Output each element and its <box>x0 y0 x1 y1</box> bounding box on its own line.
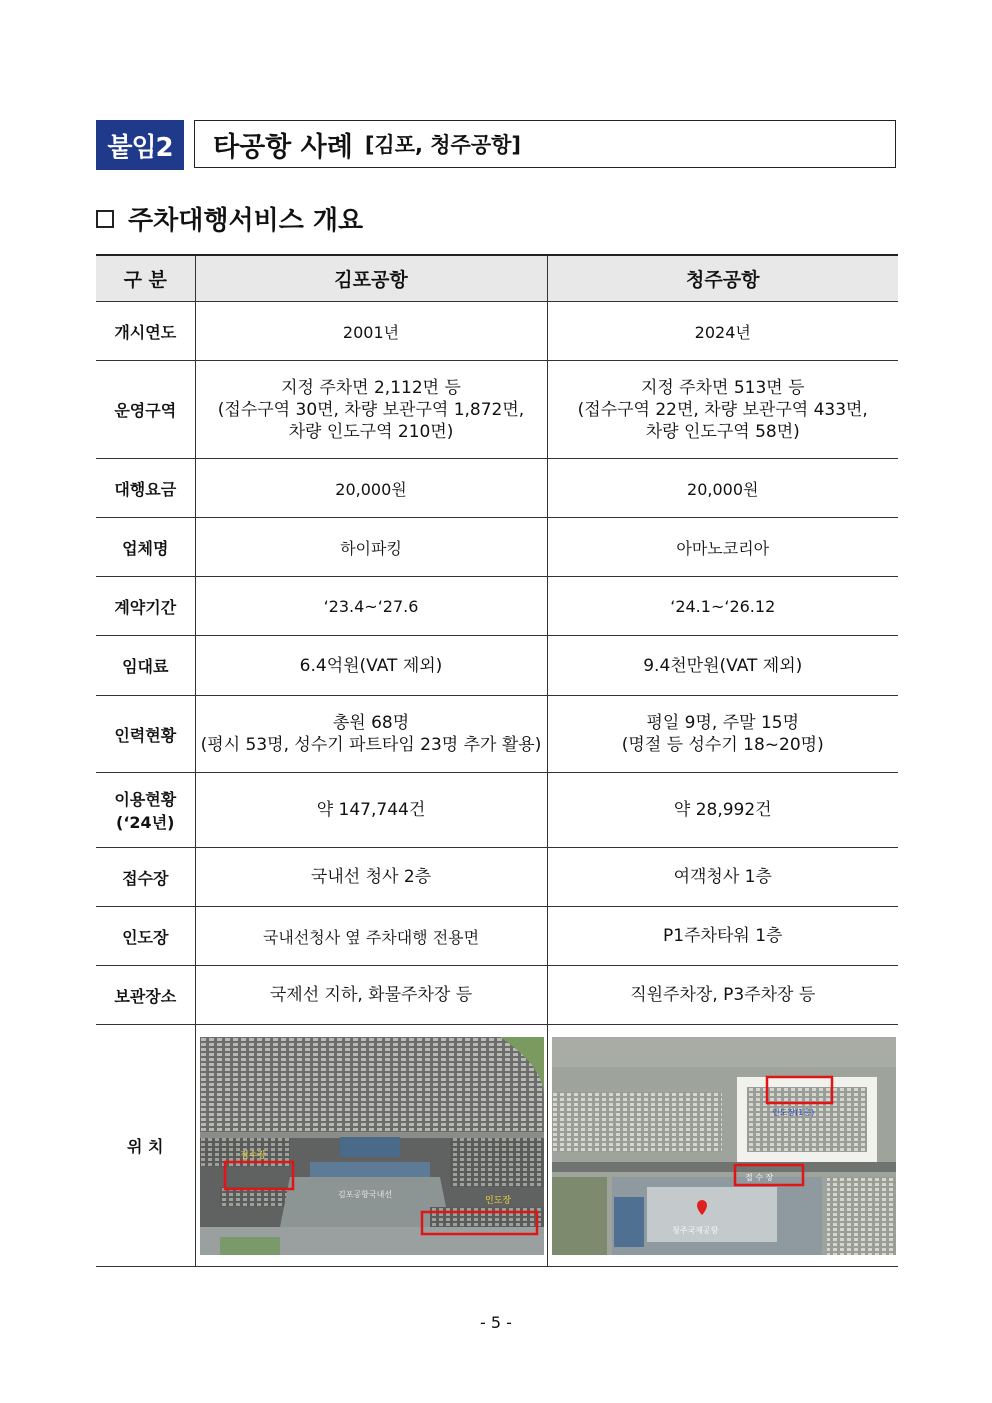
cell-line: 지정 주차면 2,112면 등 <box>281 377 461 398</box>
gimpo-cell: 국제선 지하, 화물주차장 등 <box>195 966 547 1025</box>
row-label: 대행요금 <box>96 459 195 518</box>
cell-line: 평일 9명, 주말 15명 <box>646 713 800 733</box>
gimpo-building-label: 김포공항국내선 <box>337 1189 392 1199</box>
cheongju-delivery-label: 인도장(1층) <box>771 1107 814 1117</box>
header-gimpo: 김포공항 <box>195 255 547 302</box>
row-label: 인력현황 <box>96 696 195 773</box>
table-row <box>96 1025 898 1267</box>
table-row <box>96 773 898 848</box>
gimpo-reception-label: 접수장 <box>239 1150 266 1161</box>
title-box <box>194 120 896 168</box>
row-label: 임대료 <box>96 636 195 696</box>
cheongju-map-cell <box>547 1025 898 1267</box>
row-label: 접수장 <box>96 848 195 907</box>
row-label: 운영구역 <box>96 361 195 459</box>
cell-line: 이용현황 <box>114 790 177 809</box>
table-row <box>96 518 898 577</box>
cell-line: (‘24년) <box>116 813 175 832</box>
cheongju-cell: 약 28,992건 <box>547 773 898 848</box>
cheongju-reception-label: 접 수 장 <box>744 1172 773 1182</box>
cell-line: 지정 주차면 513면 등 <box>640 377 805 398</box>
gimpo-cell: 6.4억원(VAT 제외) <box>195 636 547 696</box>
cheongju-cell: 여객청사 1층 <box>547 848 898 907</box>
row-label <box>96 773 195 848</box>
row-label: 위 치 <box>96 1025 195 1267</box>
cell-line: (명절 등 성수기 18~20명) <box>621 735 824 755</box>
table-row <box>96 696 898 773</box>
row-label: 업체명 <box>96 518 195 577</box>
gimpo-cell: ‘23.4~‘27.6 <box>195 577 547 636</box>
overview-table <box>96 254 898 1267</box>
cell-line: (접수구역 22면, 차량 보관구역 433면, <box>577 399 868 420</box>
cheongju-cell: 20,000원 <box>547 459 898 518</box>
gimpo-cell: 약 147,744건 <box>195 773 547 848</box>
cheongju-aerial-map <box>552 1037 896 1255</box>
gimpo-map-cell <box>195 1025 547 1267</box>
row-label: 보관장소 <box>96 966 195 1025</box>
cheongju-cell: 9.4천만원(VAT 제외) <box>547 636 898 696</box>
table-row <box>96 636 898 696</box>
table-row <box>96 966 898 1025</box>
cell-line: (평시 53명, 성수기 파트타임 23명 추가 활용) <box>200 735 542 755</box>
cell-line: 차량 인도구역 58면) <box>645 421 800 442</box>
cheongju-cell: 아마노코리아 <box>547 518 898 577</box>
cheongju-cell <box>547 361 898 459</box>
section-title: 주차대행서비스 개요 <box>128 206 364 236</box>
gimpo-cell <box>195 696 547 773</box>
table-row <box>96 907 898 966</box>
section-heading <box>96 200 363 237</box>
gimpo-cell: 국내선청사 옆 주차대행 전용면 <box>195 907 547 966</box>
page-number: - 5 - <box>480 1313 512 1332</box>
appendix-badge: 붙임2 <box>96 120 184 170</box>
cell-line: 총원 68명 <box>332 713 410 733</box>
cheongju-building-label: 청주국제공항 <box>671 1225 718 1235</box>
table-row <box>96 848 898 907</box>
table-row <box>96 459 898 518</box>
page-title: 타공항 사례 <box>213 131 353 163</box>
header-category: 구 분 <box>96 255 195 302</box>
gimpo-cell <box>195 361 547 459</box>
cheongju-cell: ‘24.1~‘26.12 <box>547 577 898 636</box>
row-label: 개시연도 <box>96 302 195 361</box>
row-label: 계약기간 <box>96 577 195 636</box>
gimpo-delivery-label: 인도장 <box>484 1195 511 1206</box>
row-label: 인도장 <box>96 907 195 966</box>
gimpo-aerial-map <box>200 1037 544 1255</box>
cheongju-cell: 직원주차장, P3주차장 등 <box>547 966 898 1025</box>
gimpo-cell: 20,000원 <box>195 459 547 518</box>
header-cheongju: 청주공항 <box>547 255 898 302</box>
table-row <box>96 302 898 361</box>
table-header-row <box>96 255 898 302</box>
cheongju-cell <box>547 696 898 773</box>
table-row <box>96 361 898 459</box>
gimpo-cell: 2001년 <box>195 302 547 361</box>
gimpo-cell: 하이파킹 <box>195 518 547 577</box>
table-row <box>96 577 898 636</box>
cheongju-cell: 2024년 <box>547 302 898 361</box>
checkbox-square-icon <box>96 210 114 228</box>
cell-line: 차량 인도구역 210면) <box>288 421 454 442</box>
cheongju-cell: P1주차타워 1층 <box>547 907 898 966</box>
page-subtitle: [김포, 청주공항] <box>364 133 522 157</box>
cell-line: (접수구역 30면, 차량 보관구역 1,872면, <box>217 399 525 420</box>
gimpo-cell: 국내선 청사 2층 <box>195 848 547 907</box>
